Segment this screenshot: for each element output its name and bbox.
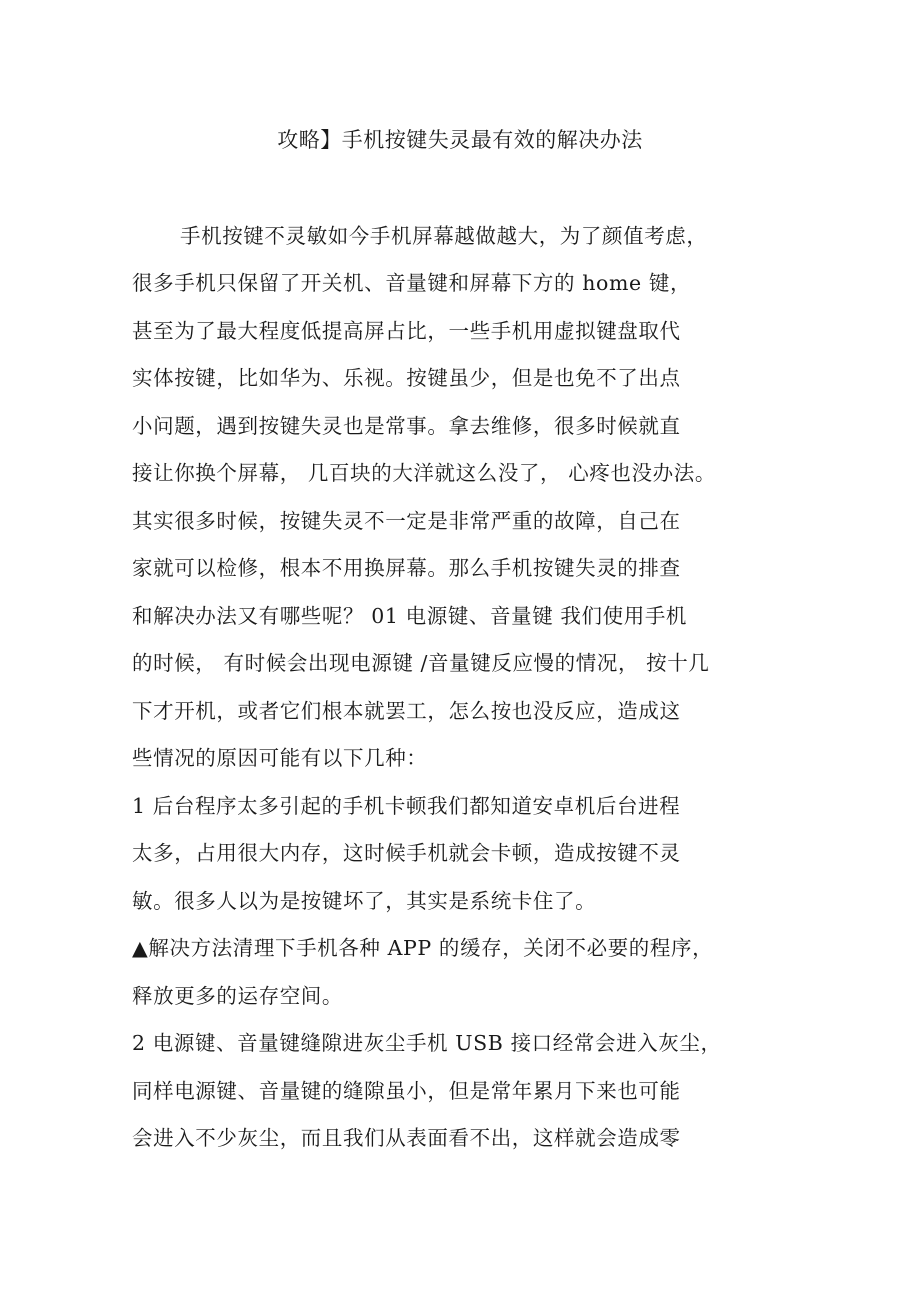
text-line: 2 电源键、音量键缝隙进灰尘手机 USB 接口经常会进入灰尘， — [132, 1031, 722, 1055]
text-line: 很多手机只保留了开关机、音量键和屏幕下方的 home 键， — [132, 271, 692, 295]
text-line: 实体按键，比如华为、乐视。按键虽少，但是也免不了出点 — [132, 366, 681, 390]
text-line: 小问题，遇到按键失灵也是常事。拿去维修，很多时候就直 — [132, 414, 681, 438]
text-line: 太多，占用很大内存，这时候手机就会卡顿，造成按键不灵 — [132, 841, 681, 865]
text-line: 甚至为了最大程度低提高屏占比，一些手机用虚拟键盘取代 — [132, 319, 681, 343]
text-line: ▲解决方法清理下手机各种 APP 的缓存，关闭不必要的程序， — [132, 936, 714, 960]
document-title: 攻略】手机按键失灵最有效的解决办法 — [277, 128, 643, 152]
text-line: 会进入不少灰尘，而且我们从表面看不出，这样就会造成零 — [132, 1126, 681, 1150]
text-line: 手机按键不灵敏如今手机屏幕越做越大，为了颜值考虑， — [180, 224, 708, 248]
text-line: 1 后台程序太多引起的手机卡顿我们都知道安卓机后台进程 — [132, 794, 681, 818]
text-line: 同样电源键、音量键的缝隙虽小，但是常年累月下来也可能 — [132, 1079, 681, 1103]
text-line: 释放更多的运存空间。 — [132, 984, 343, 1008]
text-line: 家就可以检修，根本不用换屏幕。那么手机按键失灵的排查 — [132, 556, 681, 580]
text-line: 其实很多时候，按键失灵不一定是非常严重的故障，自己在 — [132, 509, 681, 533]
text-line: 接让你换个屏幕， 几百块的大洋就这么没了， 心疼也没办法。 — [132, 461, 716, 485]
text-line: 些情况的原因可能有以下几种： — [132, 746, 428, 770]
text-line: 的时候， 有时候会出现电源键 /音量键反应慢的情况， 按十几 — [132, 651, 710, 675]
text-line: 和解决办法又有哪些呢？ 01 电源键、音量键 我们使用手机 — [132, 604, 688, 628]
text-line: 敏。很多人以为是按键坏了，其实是系统卡住了。 — [132, 889, 597, 913]
text-line: 下才开机，或者它们根本就罢工，怎么按也没反应，造成这 — [132, 699, 681, 723]
